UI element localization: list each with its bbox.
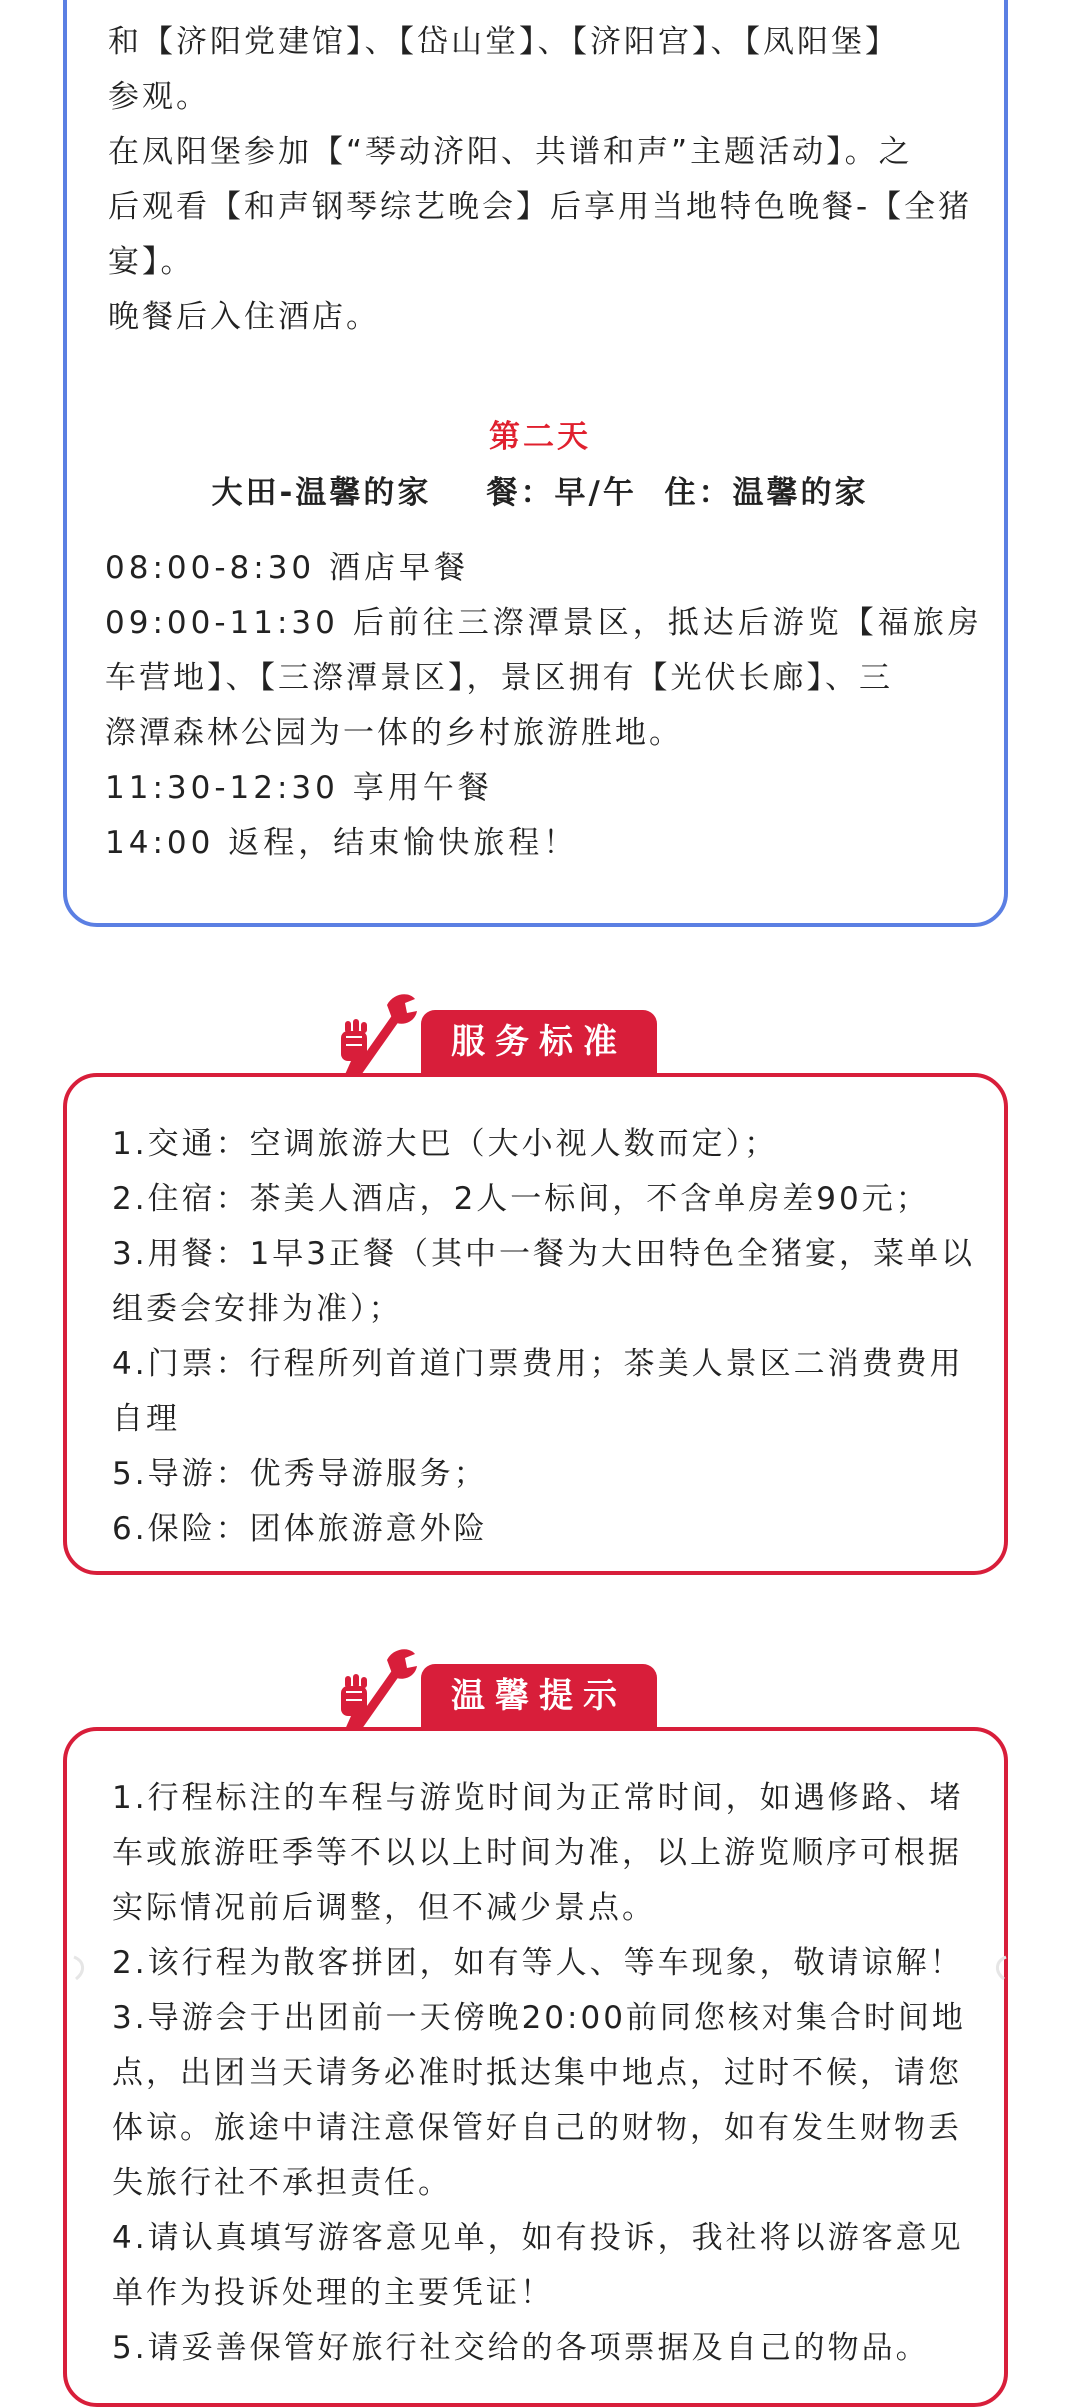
day2-line: 09:00-11:30 后前往三漈潭景区，抵达后游览【福旅房 <box>105 605 983 641</box>
day1-line: 后观看【和声钢琴综艺晚会】后享用当地特色晚餐-【全猪 <box>108 189 973 225</box>
service-line: 3.用餐：1早3正餐（其中一餐为大田特色全猪宴，菜单以 <box>112 1236 976 1272</box>
day1-line: 宴】。 <box>108 244 195 280</box>
tips-line: 5.请妥善保管好旅行社交给的各项票据及自己的物品。 <box>112 2330 930 2366</box>
day1-line: 和【济阳党建馆】、【岱山堂】、【济阳宫】、【凤阳堡】 <box>108 24 899 60</box>
service-line: 4.门票：行程所列首道门票费用；茶美人景区二消费费用 <box>112 1346 964 1382</box>
tips-line: 体谅。旅途中请注意保管好自己的财物，如有发生财物丢 <box>112 2110 962 2146</box>
tips-line: 1.行程标注的车程与游览时间为正常时间，如遇修路、堵 <box>112 1780 964 1816</box>
day2-line: 车营地】、【三漈潭景区】，景区拥有【光伏长廊】、三 <box>105 660 893 696</box>
service-line: 6.保险：团体旅游意外险 <box>112 1511 488 1547</box>
day1-line: 晚餐后入住酒店。 <box>108 299 380 335</box>
day2-line: 14:00 返程，结束愉快旅程！ <box>105 825 579 861</box>
leaf-decoration-icon <box>70 1955 92 1981</box>
tips-title: 温馨提示 <box>421 1664 657 1728</box>
service-line: 自理 <box>112 1401 180 1437</box>
wrench-fist-icon <box>335 985 421 1081</box>
tips-line: 2.该行程为散客拼团，如有等人、等车现象，敬请谅解！ <box>112 1945 964 1981</box>
tips-line: 点，出团当天请务必准时抵达集中地点，过时不候，请您 <box>112 2055 962 2091</box>
service-line: 5.导游：优秀导游服务； <box>112 1456 488 1492</box>
tips-line: 3.导游会于出团前一天傍晚20:00前同您核对集合时间地 <box>112 2000 966 2036</box>
wrench-fist-icon <box>335 1640 421 1736</box>
leaf-decoration-icon <box>988 1955 1010 1981</box>
day2-title: 第二天 <box>489 419 591 455</box>
day1-line: 在凤阳堡参加【“琴动济阳、共谱和声”主题活动】。之 <box>108 134 913 170</box>
service-line: 1.交通：空调旅游大巴（大小视人数而定）； <box>112 1126 779 1162</box>
tips-line: 4.请认真填写游客意见单，如有投诉，我社将以游客意见 <box>112 2220 964 2256</box>
tips-line: 失旅行社不承担责任。 <box>112 2165 452 2201</box>
service-line: 2.住宿：茶美人酒店，2人一标间，不含单房差90元； <box>112 1181 930 1217</box>
day2-line: 11:30-12:30 享用午餐 <box>105 770 493 806</box>
service-line: 组委会安排为准）； <box>112 1291 403 1327</box>
day2-subtitle: 大田-温馨的家 餐：早/午 住：温馨的家 <box>211 475 869 511</box>
tips-line: 实际情况前后调整，但不减少景点。 <box>112 1890 656 1926</box>
day2-line: 漈潭森林公园为一体的乡村旅游胜地。 <box>105 715 683 751</box>
tips-line: 单作为投诉处理的主要凭证！ <box>112 2275 554 2311</box>
day2-line: 08:00-8:30 酒店早餐 <box>105 550 469 586</box>
day1-line: 参观。 <box>108 79 210 115</box>
service-standard-title: 服务标准 <box>421 1010 657 1074</box>
tips-line: 车或旅游旺季等不以以上时间为准，以上游览顺序可根据 <box>112 1835 962 1871</box>
